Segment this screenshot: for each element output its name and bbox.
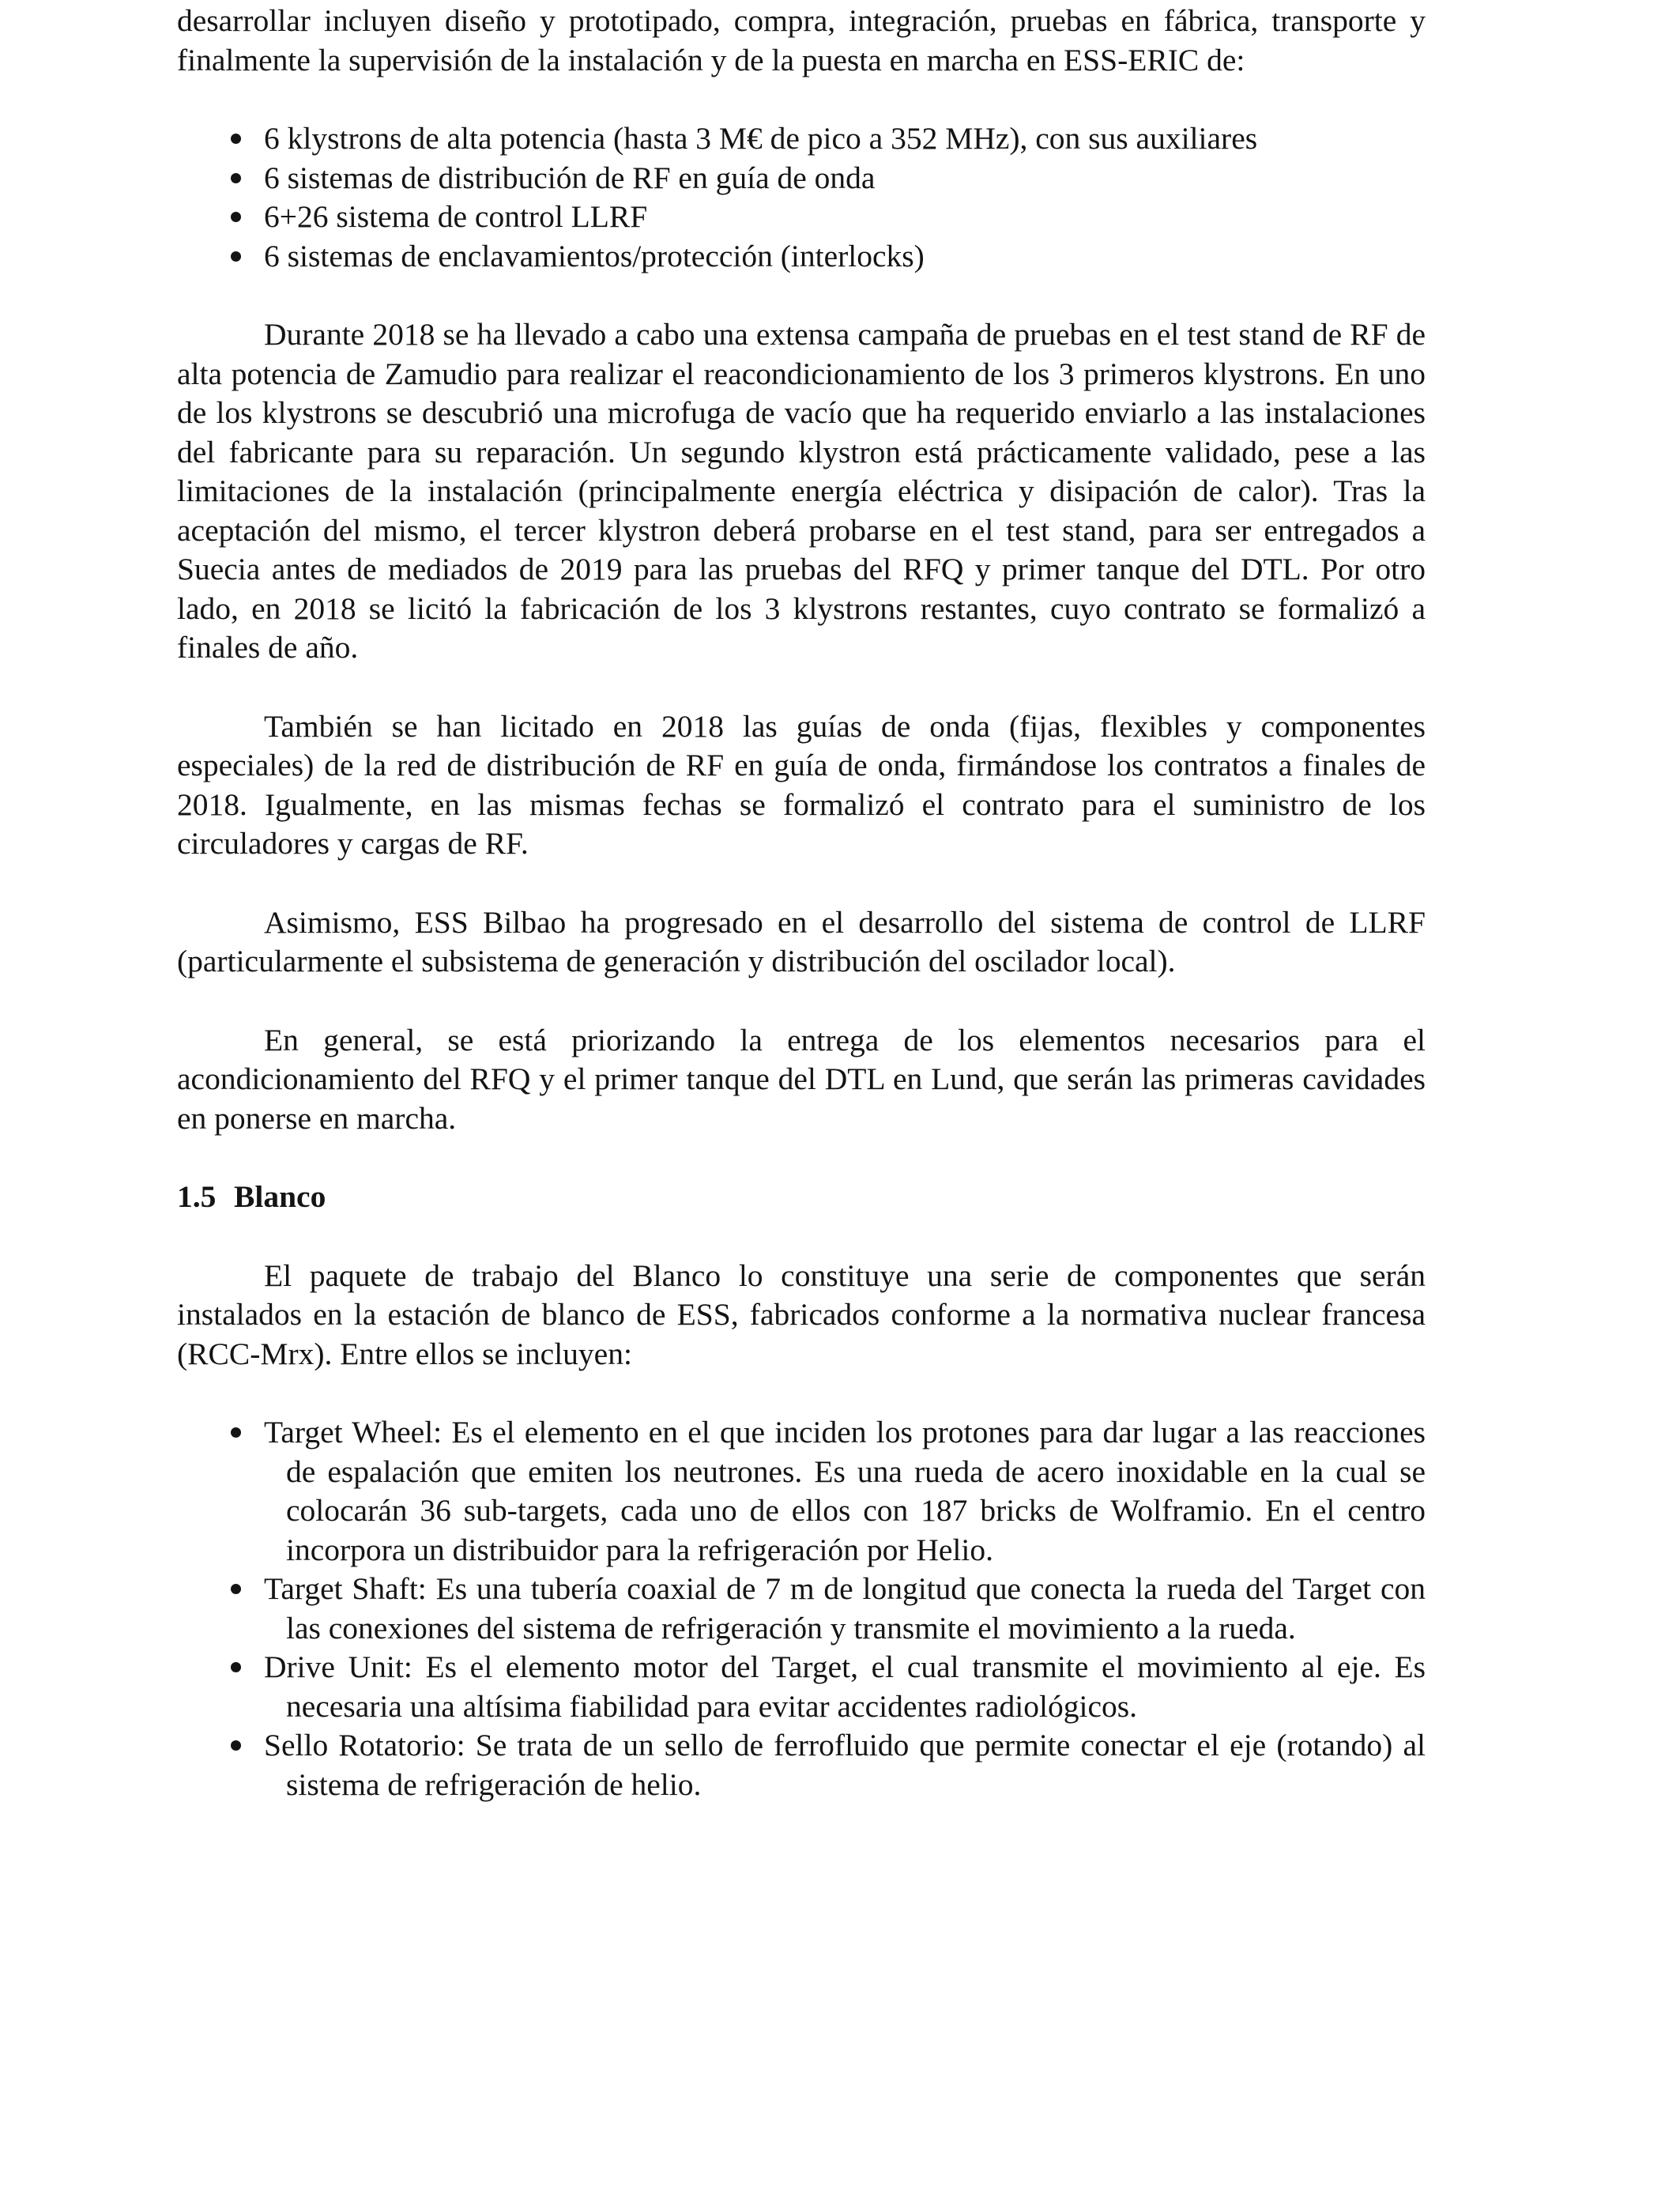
paragraph-klystron-tests: Durante 2018 se ha llevado a cabo una extensa campaña de pruebas en el test stand de RF de alta potencia de Zamudio para realizar el reacondicionamiento de los 3 primeros klystrons. En uno de los klystrons se descubrió una microfuga de vacío que ha requerido enviarlo a las instalaciones del fabricante para su reparación. Un segundo klystron está prácticamente validado, pese a las limitaciones de la instalación (principalmente energía eléctrica y disipación de calor). Tras la aceptación del mismo, el tercer klystron deberá probarse en el test stand, para ser entregados a Suecia antes de mediados de 2019 para las pruebas del RFQ y primer tanque del DTL. Por otro lado, en 2018 se licitó la fabricación de los 3 klystrons restantes, cuyo contrato se formalizó a finales de año. <box>177 317 1426 665</box>
bullet-icon <box>231 212 241 222</box>
bullet-icon <box>231 1662 241 1672</box>
bullet-icon <box>231 134 241 144</box>
section-heading <box>177 1178 1426 1217</box>
list-item: Target Wheel: Es el elemento en el que inciden los protones para dar lugar a las reacciones de espalación que emiten los neutrones. Es una rueda de acero inoxidable en la cual se colocarán 36 sub-targets, cada uno de ellos con 187 bricks de Wolframio. En el centro incorpora un distribuidor para la refrigeración por Helio. <box>177 1413 1426 1570</box>
intro-paragraph: desarrollar incluyen diseño y prototipado, compra, integración, pruebas en fábrica, transporte y finalmente la supervisión de la instalación y de la puesta en marcha en ESS-ERIC de: <box>177 3 1426 77</box>
paragraph-priorities: En general, se está priorizando la entrega de los elementos necesarios para el acondicionamiento del RFQ y el primer tanque del DTL en Lund, que serán las primeras cavidades en ponerse en marcha. <box>177 1022 1426 1136</box>
document-page <box>177 0 1426 1804</box>
list-item: 6 sistemas de enclavamientos/protección (interlocks) <box>177 237 1426 277</box>
list-item: Sello Rotatorio: Se trata de un sello de ferrofluido que permite conectar el eje (rotando) al sistema de refrigeración de helio. <box>177 1726 1426 1804</box>
paragraph-target-intro: El paquete de trabajo del Blanco lo constituye una serie de componentes que serán instalados en la estación de blanco de ESS, fabricados conforme a la normativa nuclear francesa (RCC-Mrx). Entre ellos se incluyen: <box>177 1257 1426 1371</box>
bullet-icon <box>231 1584 241 1594</box>
list-item: 6 sistemas de distribución de RF en guía de onda <box>177 159 1426 198</box>
section-number: 1.5 <box>177 1179 217 1214</box>
list-item: 6 klystrons de alta potencia (hasta 3 M€ de pico a 352 MHz), con sus auxiliares <box>177 119 1426 159</box>
list-item: Target Shaft: Es una tubería coaxial de 7 m de longitud que conecta la rueda del Target con las conexiones del sistema de refrigeración y transmite el movimiento a la rueda. <box>177 1570 1426 1648</box>
list-item: Drive Unit: Es el elemento motor del Target, el cual transmite el movimiento al eje. Es necesaria una altísima fiabilidad para evitar accidentes radiológicos. <box>177 1648 1426 1726</box>
bullet-icon <box>231 1740 241 1751</box>
list-item: 6+26 sistema de control LLRF <box>177 198 1426 237</box>
target-components-list <box>177 1413 1426 1804</box>
bullet-icon <box>231 173 241 183</box>
paragraph-llrf: Asimismo, ESS Bilbao ha progresado en el desarrollo del sistema de control de LLRF (particularmente el subsistema de generación y distribución del oscilador local). <box>177 904 1426 978</box>
paragraph-waveguides: También se han licitado en 2018 las guías de onda (fijas, flexibles y componentes especiales) de la red de distribución de RF en guía de onda, firmándose los contratos a finales de 2018. Igualmente, en las mismas fechas se formalizó el contrato para el suministro de los circuladores y cargas de RF. <box>177 708 1426 861</box>
rf-systems-list <box>177 119 1426 276</box>
section-title: Blanco <box>234 1179 326 1214</box>
bullet-icon <box>231 251 241 262</box>
bullet-icon <box>231 1427 241 1438</box>
